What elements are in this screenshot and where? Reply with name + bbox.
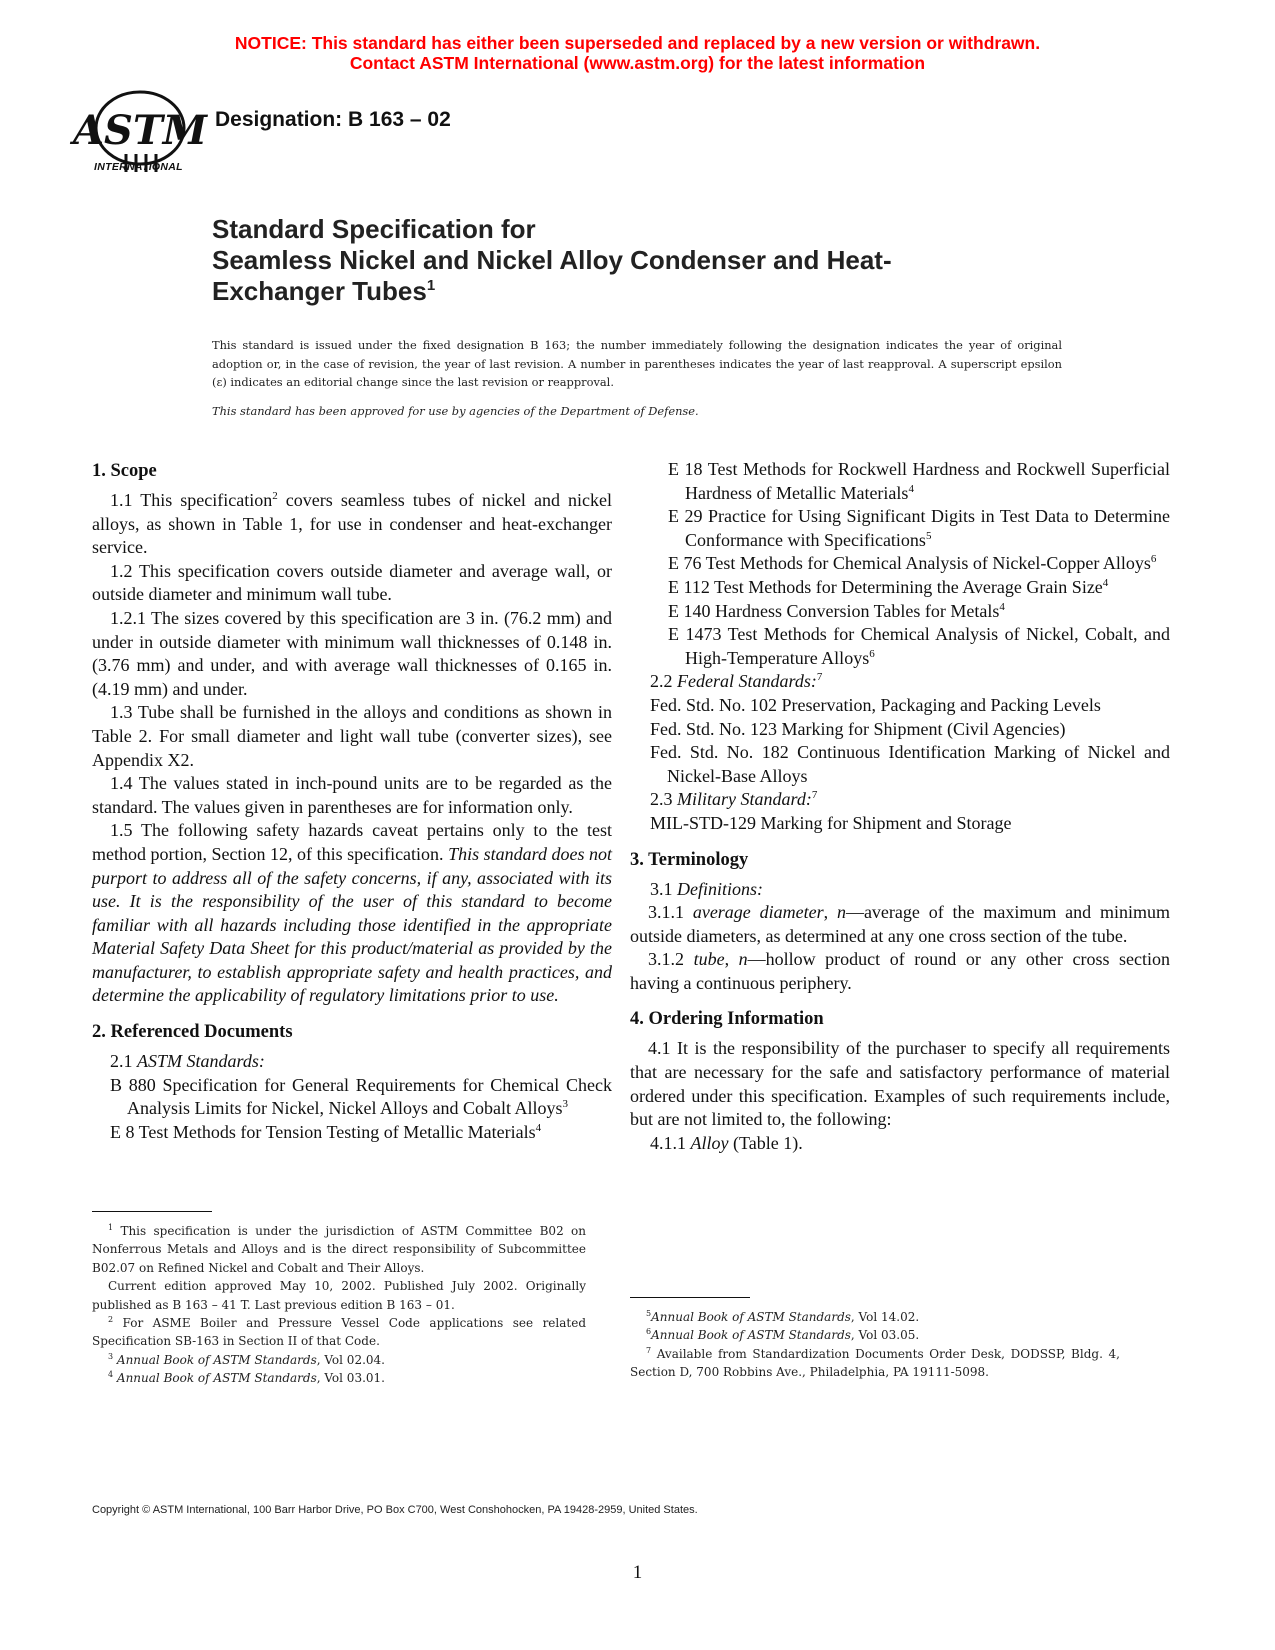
para-3-1: 3.1 Definitions: <box>650 878 763 899</box>
designation <box>215 108 451 132</box>
notice-line-1: NOTICE: This standard has either been superseded and replaced by a new version or withdrawn. <box>234 33 1041 53</box>
title-footnote-mark: 1 <box>426 277 436 294</box>
para-3-1-2: 3.1.2 tube, n—hollow product of round or any other cross section having a continuous periphery. <box>630 949 1171 993</box>
left-column <box>92 460 612 1144</box>
designation-value: B 163 – 02 <box>348 108 451 131</box>
ref-fed-102: Fed. Std. No. 102 Preservation, Packaging and Packing Levels <box>650 694 1101 715</box>
para-2-3: 2.3 Military Standard:$^7$ <box>650 789 818 810</box>
footnote-2: $^2$ For ASME Boiler and Pressure Vessel Code applications see related Specification SB-163 in Section II of that Code. <box>92 1315 586 1349</box>
referenced-documents-heading: 2. Referenced Documents <box>92 1022 293 1043</box>
title-line-1: Standard Specification for <box>212 214 536 244</box>
ordering-information-heading: 4. Ordering Information <box>630 1009 824 1030</box>
footnote-3: $^3$ Annual Book of ASTM Standards, Vol 02.04. <box>108 1351 385 1367</box>
ref-e18: E 18 Test Methods for Rockwell Hardness and Rockwell Superficial Hardness of Metallic Materials$^4$ <box>668 459 1170 503</box>
copyright-line: Copyright © ASTM International, 100 Barr Harbor Drive, PO Box C700, West Conshohocken, PA 19428-2959, United States. <box>92 1504 698 1516</box>
ref-e8: E 8 Test Methods for Tension Testing of Metallic Materials$^4$ <box>110 1121 542 1142</box>
ref-e112: E 112 Test Methods for Determining the Average Grain Size$^4$ <box>668 576 1109 597</box>
ref-e1473: E 1473 Test Methods for Chemical Analysis of Nickel, Cobalt, and High-Temperature Alloys$^6$ <box>668 624 1170 668</box>
page-number: 1 <box>632 1562 643 1583</box>
footnote-rule-right <box>630 1297 750 1298</box>
terminology-heading: 3. Terminology <box>630 849 749 870</box>
footnote-1: $^1$ This specification is under the jurisdiction of ASTM Committee B02 on Nonferrous Metals and Alloys and is the direct responsibility of Subcommittee B02.07 on Refined Nickel and Cobalt and Their Alloys. <box>92 1223 586 1275</box>
para-2-2: 2.2 Federal Standards:$^7$ <box>650 671 823 692</box>
ref-b880: B 880 Specification for General Requirements for Chemical Check Analysis Limits for Nickel, Nickel Alloys and Cobalt Alloys$^3$ <box>110 1074 612 1119</box>
title-line-2: Seamless Nickel and Nickel Alloy Condenser and Heat- <box>212 245 892 275</box>
para-1-4: 1.4 The values stated in inch-pound units are to be regarded as the standard. The values given in parentheses are for information only. <box>92 773 612 817</box>
ref-e76: E 76 Test Methods for Chemical Analysis of Nickel-Copper Alloys$^6$ <box>668 553 1157 574</box>
para-4-1-1: 4.1.1 Alloy (Table 1). <box>650 1132 803 1153</box>
footnote-1-edition: Current edition approved May 10, 2002. Published July 2002. Originally published as B 163 – 41 T. Last previous edition B 163 – 01. <box>92 1279 586 1312</box>
right-column <box>630 458 1171 1155</box>
para-4-1: 4.1 It is the responsibility of the purchaser to specify all requirements that are necessary for the safe and satisfactory performance of material ordered under this specification. Examples of such requirements include, but are not limited to, the following: <box>630 1038 1170 1130</box>
notice-line-2: Contact ASTM International (www.astm.org) for the latest information <box>349 53 926 73</box>
para-1-5: 1.5 The following safety hazards caveat pertains only to the test method portion, Section 12, of this specification. This standard does not purport to address all of the safety concerns, if any, associated with its use. It is the responsibility of the user of this standard to become familiar with all hazards including those identified in the appropriate Material Safety Data Sheet for this product/material as provided by the manufacturer, to establish appropriate safety and health practices, and determine the applicability of regulatory limitations prior to use. <box>92 820 612 1006</box>
footnotes-right <box>630 1308 1120 1382</box>
footnotes-left <box>92 1222 586 1388</box>
ref-mil-std-129: MIL-STD-129 Marking for Shipment and Storage <box>650 812 1012 833</box>
ref-e140: E 140 Hardness Conversion Tables for Metals$^4$ <box>668 600 1005 621</box>
para-1-2: 1.2 This specification covers outside diameter and average wall, or outside diameter and minimum wall tube. <box>92 560 612 605</box>
designation-label: Designation: <box>215 108 343 131</box>
para-2-1: 2.1 ASTM Standards: <box>110 1051 265 1072</box>
footnote-rule-left <box>92 1211 212 1212</box>
logo-subtitle: INTERNATIONAL <box>94 161 183 173</box>
para-1-2-1: 1.2.1 The sizes covered by this specification are 3 in. (76.2 mm) and under in outside diameter with minimum wall thicknesses of 0.148 in. (3.76 mm) and under, and with average wall thicknesses of 0.165 in. (4.19 mm) and under. <box>92 607 612 699</box>
footnote-7: $^7$ Available from Standardization Documents Order Desk, DODSSP, Bldg. 4, Section D, 700 Robbins Ave., Philadelphia, PA 19111-5098. <box>630 1345 1120 1380</box>
ref-fed-123: Fed. Std. No. 123 Marking for Shipment (Civil Agencies) <box>650 718 1066 739</box>
document-title <box>212 214 892 307</box>
logo-text: ASTM <box>73 107 207 154</box>
scope-heading: 1. Scope <box>92 461 157 481</box>
footnote-5: $^5$Annual Book of ASTM Standards, Vol 14.02. <box>646 1309 920 1324</box>
para-1-3: 1.3 Tube shall be furnished in the alloys and conditions as shown in Table 2. For small diameter and light wall tube (converter sizes), see Appendix X2. <box>92 702 612 770</box>
para-3-1-1: 3.1.1 average diameter, n—average of the maximum and minimum outside diameters, as determined at any one cross section of the tube. <box>630 902 1170 946</box>
issued-statement: This standard is issued under the fixed designation B 163; the number immediately following the designation indicates the year of original adoption or, in the case of revision, the year of last revision. A number in parentheses indicates the year of last reapproval. A superscript epsilon (ε) indicates an editorial change since the last revision or reapproval. <box>212 338 1062 389</box>
footnote-4: $^4$ Annual Book of ASTM Standards, Vol 03.01. <box>108 1370 385 1386</box>
para-1-1: 1.1 This specification$^2$ covers seamless tubes of nickel and nickel alloys, as shown in Table 1, for use in condenser and heat-exchanger service. <box>92 490 613 558</box>
title-line-3: Exchanger Tubes <box>212 276 427 306</box>
withdrawal-notice <box>0 33 1275 73</box>
dod-approval-statement: This standard has been approved for use by agencies of the Department of Defense. <box>212 404 699 418</box>
footnote-6: $^6$Annual Book of ASTM Standards, Vol 03.05. <box>646 1327 920 1343</box>
ref-fed-182: Fed. Std. No. 182 Continuous Identification Marking of Nickel and Nickel-Base Alloys <box>650 742 1170 786</box>
ref-e29: E 29 Practice for Using Significant Digits in Test Data to Determine Conformance with Specifications$^5$ <box>668 506 1170 550</box>
